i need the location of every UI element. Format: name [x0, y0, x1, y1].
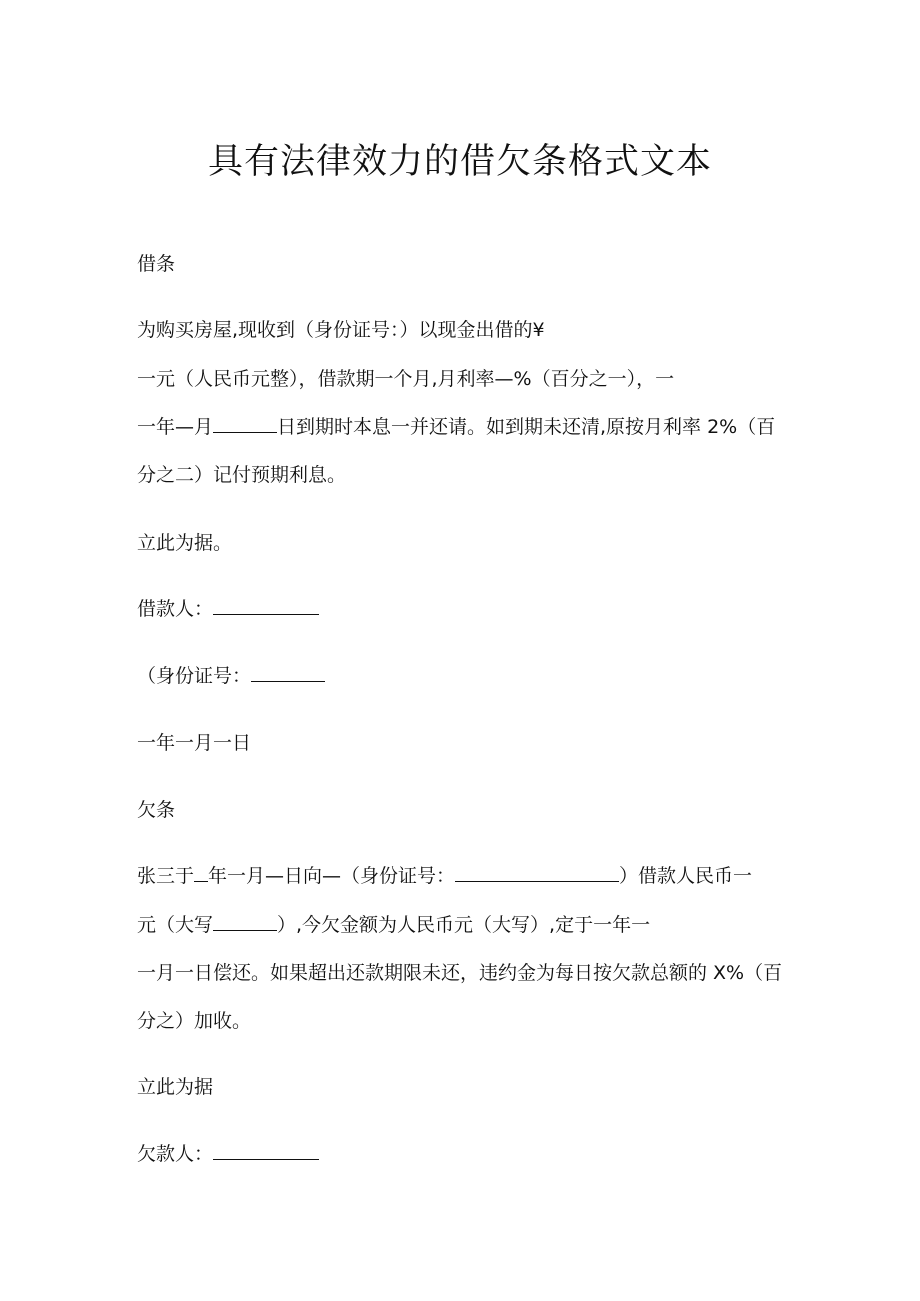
debtor-name-blank — [213, 1141, 319, 1160]
borrower-id-line — [137, 661, 325, 691]
borrower-signature-line — [137, 594, 319, 624]
iou-line-1-middle: 年一月—日向—（身份证号： — [208, 865, 456, 887]
iou-line-1-start: 张三于 — [137, 865, 195, 887]
loan-note-line-3 — [137, 412, 775, 442]
creditor-id-blank — [455, 863, 619, 882]
iou-note-closing: 立此为据 — [137, 1076, 214, 1098]
iou-note-line-1 — [137, 861, 752, 891]
iou-line-2-start: 元（大写 — [137, 914, 214, 936]
repayment-day-blank — [213, 414, 277, 433]
loan-note-line-1: 为购买房屋,现收到（身份证号：）以现金出借的¥ — [137, 319, 545, 341]
document-title: 具有法律效力的借欠条格式文本 — [207, 142, 712, 182]
id-number-blank — [251, 663, 325, 682]
loan-note-closing: 立此为据。 — [137, 532, 233, 554]
iou-note-line-3: 一月一日偿还。如果超出还款期限未还，违约金为每日按欠款总额的 X%（百 — [137, 962, 783, 984]
iou-note-line-4: 分之）加收。 — [137, 1010, 252, 1032]
debtor-label: 欠款人： — [137, 1143, 214, 1165]
loan-note-line-3-end: 日到期时本息一并还请。如到期未还清,原按月利率 2%（百 — [277, 416, 776, 438]
borrower-label: 借款人： — [137, 598, 214, 620]
iou-note-heading: 欠条 — [137, 799, 176, 821]
borrower-name-blank — [213, 596, 319, 615]
loan-note-line-4: 分之二）记付预期利息。 — [137, 464, 347, 486]
iou-line-2-end: ）,今欠金额为人民币元（大写）,定于一年一 — [277, 914, 651, 936]
year-blank — [194, 863, 208, 882]
loan-note-line-2: 一元（人民币元整），借款期一个月,月利率—%（百分之一），一 — [137, 368, 675, 390]
iou-note-line-2 — [137, 910, 650, 940]
loan-note-line-3-start: 一年—月 — [137, 416, 214, 438]
loan-note-heading: 借条 — [137, 253, 176, 275]
debtor-signature-line — [137, 1139, 319, 1169]
id-label: （身份证号： — [137, 665, 252, 687]
iou-line-1-end: ）借款人民币一 — [619, 865, 753, 887]
loan-note-date: 一年一月一日 — [137, 732, 252, 754]
amount-in-words-blank — [213, 912, 277, 931]
